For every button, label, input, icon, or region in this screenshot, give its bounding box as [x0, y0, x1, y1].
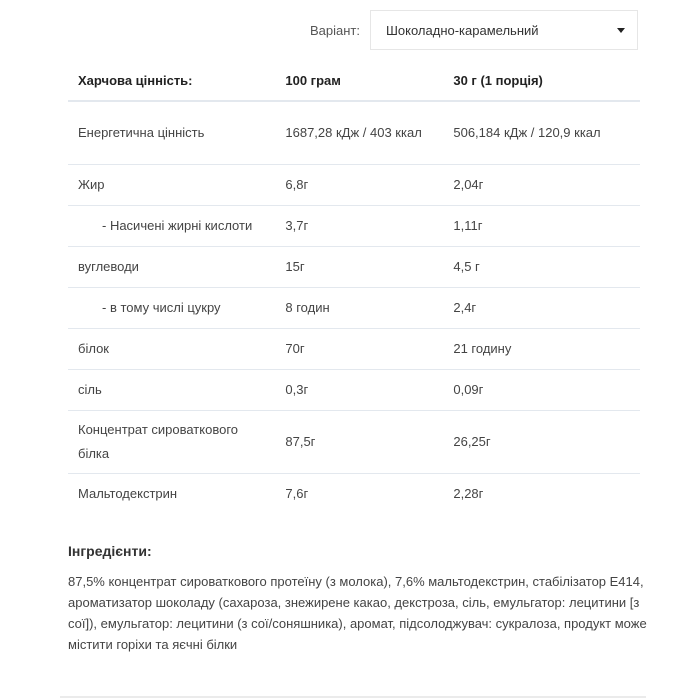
row-per-serving: 2,04г: [443, 165, 640, 206]
variant-dropdown[interactable]: [370, 10, 638, 50]
row-per-100g: 7,6г: [285, 486, 309, 501]
row-per-100g: 0,3г: [275, 370, 443, 411]
row-per-100g: 8 годин: [275, 288, 443, 329]
row-name: вуглеводи: [68, 247, 275, 288]
table-row: [68, 329, 640, 370]
header-per-100g: 100 грам: [275, 62, 443, 101]
table-row: [68, 101, 640, 165]
row-per-serving: 21 годину: [443, 329, 640, 370]
row-per-serving: 506,184 кДж / 120,9 ккал: [443, 101, 640, 165]
row-per-100g: 15г: [275, 247, 443, 288]
table-row: [68, 165, 640, 206]
ingredients-section: [68, 543, 648, 655]
table-row: [68, 247, 640, 288]
table-row: [68, 288, 640, 329]
variant-label: Варіант:: [310, 22, 360, 38]
row-name: сіль: [68, 370, 275, 411]
header-per-serving: 30 г (1 порція): [443, 62, 640, 101]
row-name: Концентрат сироваткового білка: [68, 411, 275, 474]
variant-selected-value: Шоколадно-карамельний: [386, 22, 539, 38]
row-per-serving: 0,09г: [443, 370, 640, 411]
ingredients-title: Інгредієнти:: [68, 543, 152, 559]
row-per-100g: 6,8г: [275, 165, 443, 206]
table-header-row: [68, 62, 640, 101]
row-per-100g: 70г: [275, 329, 443, 370]
row-per-serving: 2,28г: [453, 486, 484, 501]
row-per-100g: 1687,28 кДж / 403 ккал: [275, 101, 443, 165]
row-per-serving: 2,4г: [443, 288, 640, 329]
table-row: [68, 370, 640, 411]
header-nutrition-value: Харчова цінність:: [68, 62, 275, 101]
row-name: Енергетична цінність: [68, 101, 275, 165]
bottom-divider: [60, 696, 646, 698]
row-name: Мальтодекстрин: [78, 486, 178, 501]
row-name: - в тому числі цукру: [68, 288, 275, 329]
row-per-100g: 3,7г: [275, 206, 443, 247]
table-row: [68, 206, 640, 247]
row-per-100g: 87,5г: [275, 411, 443, 474]
row-per-serving: 4,5 г: [443, 247, 640, 288]
ingredients-text: 87,5% концентрат сироваткового протеїну (з молока), 7,6% мальтодекстрин, стабілізатор E414, ароматизатор шоколаду (сахароза, знежирене какао, декстроза, сіль, емульгатор: лецитини [з сої]), емульгатор: лецитини (з сої/соняшника), аромат, підсолоджувач: сукралоза, продукт може містити горіхи та яєчні білки: [68, 574, 647, 652]
row-name: білок: [68, 329, 275, 370]
table-row: [68, 474, 640, 515]
variant-selector-row: [300, 10, 638, 50]
caret-down-icon: [617, 28, 625, 33]
table-row: [68, 411, 640, 474]
row-name: Жир: [68, 165, 275, 206]
row-per-serving: 1,11г: [443, 206, 640, 247]
row-per-serving: 26,25г: [443, 411, 640, 474]
nutrition-table: [68, 62, 640, 514]
row-name: - Насичені жирні кислоти: [68, 206, 275, 247]
